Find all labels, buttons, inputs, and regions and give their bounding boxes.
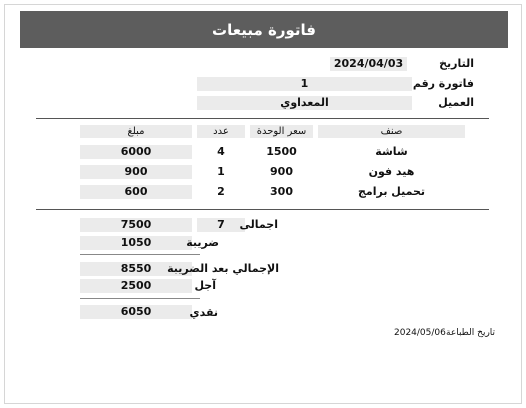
column-header-amount: مبلغ [80, 125, 192, 138]
cash-label: نقدي [189, 306, 218, 319]
grand-total-value: 8550 [80, 262, 192, 276]
invoice-number-label: فاتورة رقم [412, 77, 474, 90]
row-2-item: هيد فون [368, 165, 415, 178]
total-qty: 7 [197, 218, 245, 232]
tax-value: 1050 [80, 236, 192, 250]
row-3-amount: 600 [80, 185, 192, 199]
tax-divider [80, 254, 200, 255]
customer-value: المعداوي [197, 96, 412, 110]
row-1-qty: 4 [217, 145, 225, 158]
total-label: اجمالى [239, 218, 278, 231]
row-2-amount: 900 [80, 165, 192, 179]
credit-label: آجل [194, 279, 216, 292]
invoice-number-value: 1 [197, 77, 412, 91]
row-2-unit-price: 900 [270, 165, 293, 178]
total-amount: 7500 [80, 218, 192, 232]
row-2-qty: 1 [217, 165, 225, 178]
credit-value: 2500 [80, 279, 192, 293]
row-1-item: شاشة [375, 145, 408, 158]
print-date-label: تاريخ الطباعة [446, 328, 496, 338]
customer-label: العميل [438, 96, 474, 109]
row-3-unit-price: 300 [270, 185, 293, 198]
page-title: فاتورة مبيعات [20, 11, 508, 48]
table-divider [36, 209, 489, 210]
cash-value: 6050 [80, 305, 192, 319]
header-divider [36, 118, 489, 119]
print-date-value: 2024/05/06 [394, 328, 446, 338]
column-header-unit-price: سعر الوحدة [250, 125, 313, 138]
date-label: التاريخ [439, 57, 474, 70]
column-header-item: صنف [318, 125, 465, 138]
row-1-amount: 6000 [80, 145, 192, 159]
date-value: 2024/04/03 [330, 57, 407, 71]
grand-total-label: الإجمالي بعد الضريبة [167, 262, 279, 275]
row-3-item: تحميل برامج [357, 185, 426, 198]
row-3-qty: 2 [217, 185, 225, 198]
column-header-qty: عدد [197, 125, 245, 138]
tax-label: ضريبة [186, 236, 219, 249]
row-1-unit-price: 1500 [266, 145, 297, 158]
credit-divider [80, 298, 200, 299]
